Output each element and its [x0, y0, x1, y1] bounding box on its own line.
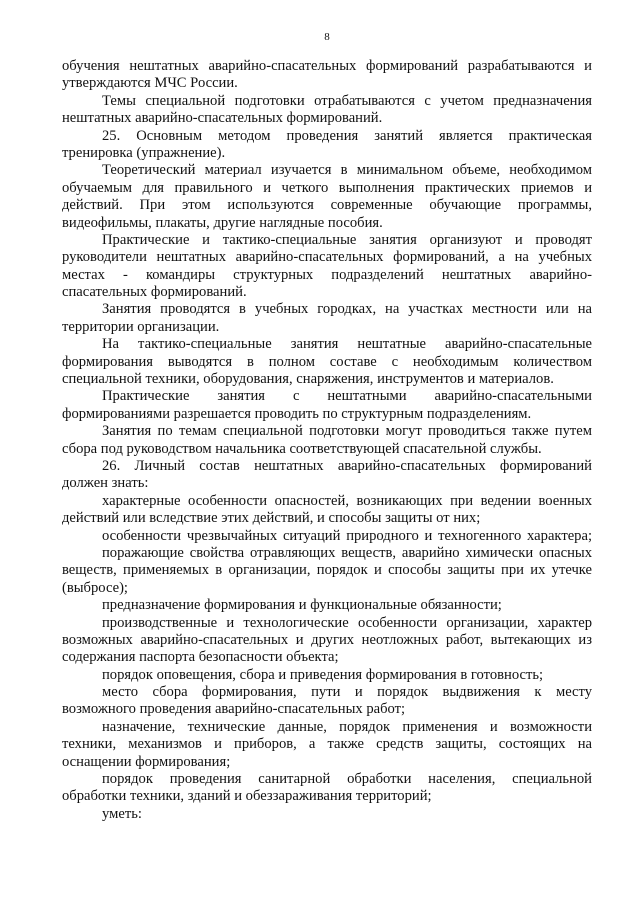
text-line: действий или вследствие этих действий, и способы защиты от них; — [62, 510, 481, 527]
paragraph — [62, 528, 592, 545]
paragraph — [62, 301, 592, 336]
paragraph — [62, 232, 592, 302]
text-line: назначение, технические данные, порядок применения и возможности — [102, 718, 592, 735]
text-line: нештатных аварийно-спасательных формирований. — [62, 110, 383, 127]
text-line: 26. Личный состав нештатных аварийно-спасательных формирований — [102, 457, 592, 474]
paragraph — [62, 162, 592, 232]
text-line: местах - командиры структурных подразделений нештатных аварийно- — [62, 266, 592, 283]
text-line: содержания паспорта безопасности объекта; — [62, 649, 339, 666]
text-line: Теоретический материал изучается в минимальном объеме, необходимом — [102, 162, 592, 179]
text-line: возможных аварийно-спасательных и других неотложных работ, вытекающих из — [62, 631, 592, 648]
text-line: формированиями разрешается проводить по структурным подразделениям. — [62, 405, 532, 422]
text-line: производственные и технологические особенности организации, характер — [102, 614, 592, 631]
text-line: возможного проведения аварийно-спасательных работ; — [62, 701, 406, 718]
text-line: Практические занятия с нештатными аварийно-спасательными — [102, 388, 592, 405]
text-line: утверждаются МЧС России. — [62, 75, 238, 92]
paragraph — [62, 597, 592, 614]
text-line: порядок проведения санитарной обработки населения, специальной — [102, 771, 592, 788]
text-line: Темы специальной подготовки отрабатываются с учетом предназначения — [102, 92, 592, 109]
text-line: уметь: — [102, 805, 142, 822]
paragraph — [62, 806, 592, 823]
text-line: техники, механизмов и приборов, а также средств защиты, состоящих на — [62, 736, 592, 753]
text-line: тренировка (упражнение). — [62, 144, 226, 161]
text-line: спасательных формирований. — [62, 284, 247, 301]
text-line: сбора под руководством начальника соответствующей спасательной службы. — [62, 440, 542, 457]
text-line: обучаемым для правильного и четкого выполнения практических приемов и — [62, 179, 592, 196]
text-line: территории организации. — [62, 318, 220, 335]
paragraph — [62, 58, 592, 93]
paragraph — [62, 423, 592, 458]
text-line: обработки техники, зданий и обеззараживания территорий; — [62, 788, 432, 805]
text-line: Занятия по темам специальной подготовки могут проводиться также путем — [102, 423, 592, 440]
text-line: руководители нештатных аварийно-спасательных формирований, а на учебных — [62, 249, 592, 266]
paragraph — [62, 719, 592, 771]
text-line: обучения нештатных аварийно-спасательных формирований разрабатываются и — [62, 58, 592, 74]
paragraph — [62, 771, 592, 806]
text-line: поражающие свойства отравляющих веществ, аварийно химически опасных — [102, 544, 592, 561]
text-line: место сбора формирования, пути и порядок выдвижения к месту — [102, 684, 592, 701]
text-line: оснащении формирования; — [62, 753, 231, 770]
text-line: На тактико-специальные занятия нештатные аварийно-спасательные — [102, 336, 592, 353]
paragraph — [62, 388, 592, 423]
page-number: 8 — [324, 31, 330, 43]
text-line: специальной техники, оборудования, снаряжения, инструментов и материалов. — [62, 371, 554, 388]
paragraph — [62, 336, 592, 388]
paragraph — [62, 458, 592, 493]
paragraph — [62, 128, 592, 163]
text-line: веществ, применяемых в организации, порядок и способы защиты при их утечке — [62, 562, 592, 579]
paragraph — [62, 93, 592, 128]
text-line: порядок оповещения, сбора и приведения формирования в готовность; — [102, 666, 544, 683]
text-line: Практические и тактико-специальные занятия организуют и проводят — [102, 231, 592, 248]
text-line: характерные особенности опасностей, возникающих при ведении военных — [102, 492, 592, 509]
text-line: Занятия проводятся в учебных городках, на участках местности или на — [102, 301, 592, 318]
paragraph — [62, 684, 592, 719]
document-body — [62, 58, 592, 823]
text-line: особенности чрезвычайных ситуаций природного и техногенного характера; — [102, 527, 592, 544]
text-line: действий. При этом используются современные обучающие программы, — [62, 197, 592, 214]
paragraph — [62, 493, 592, 528]
text-line: (выбросе); — [62, 579, 128, 596]
text-line: видеофильмы, плакаты, другие наглядные пособия. — [62, 214, 383, 231]
text-line: предназначение формирования и функциональные обязанности; — [102, 597, 502, 614]
paragraph — [62, 615, 592, 667]
paragraph — [62, 667, 592, 684]
text-line: формирования выводятся в полном составе с необходимым количеством — [62, 353, 592, 370]
text-line: 25. Основным методом проведения занятий является практическая — [102, 127, 592, 144]
paragraph — [62, 545, 592, 597]
text-line: должен знать: — [62, 475, 149, 492]
